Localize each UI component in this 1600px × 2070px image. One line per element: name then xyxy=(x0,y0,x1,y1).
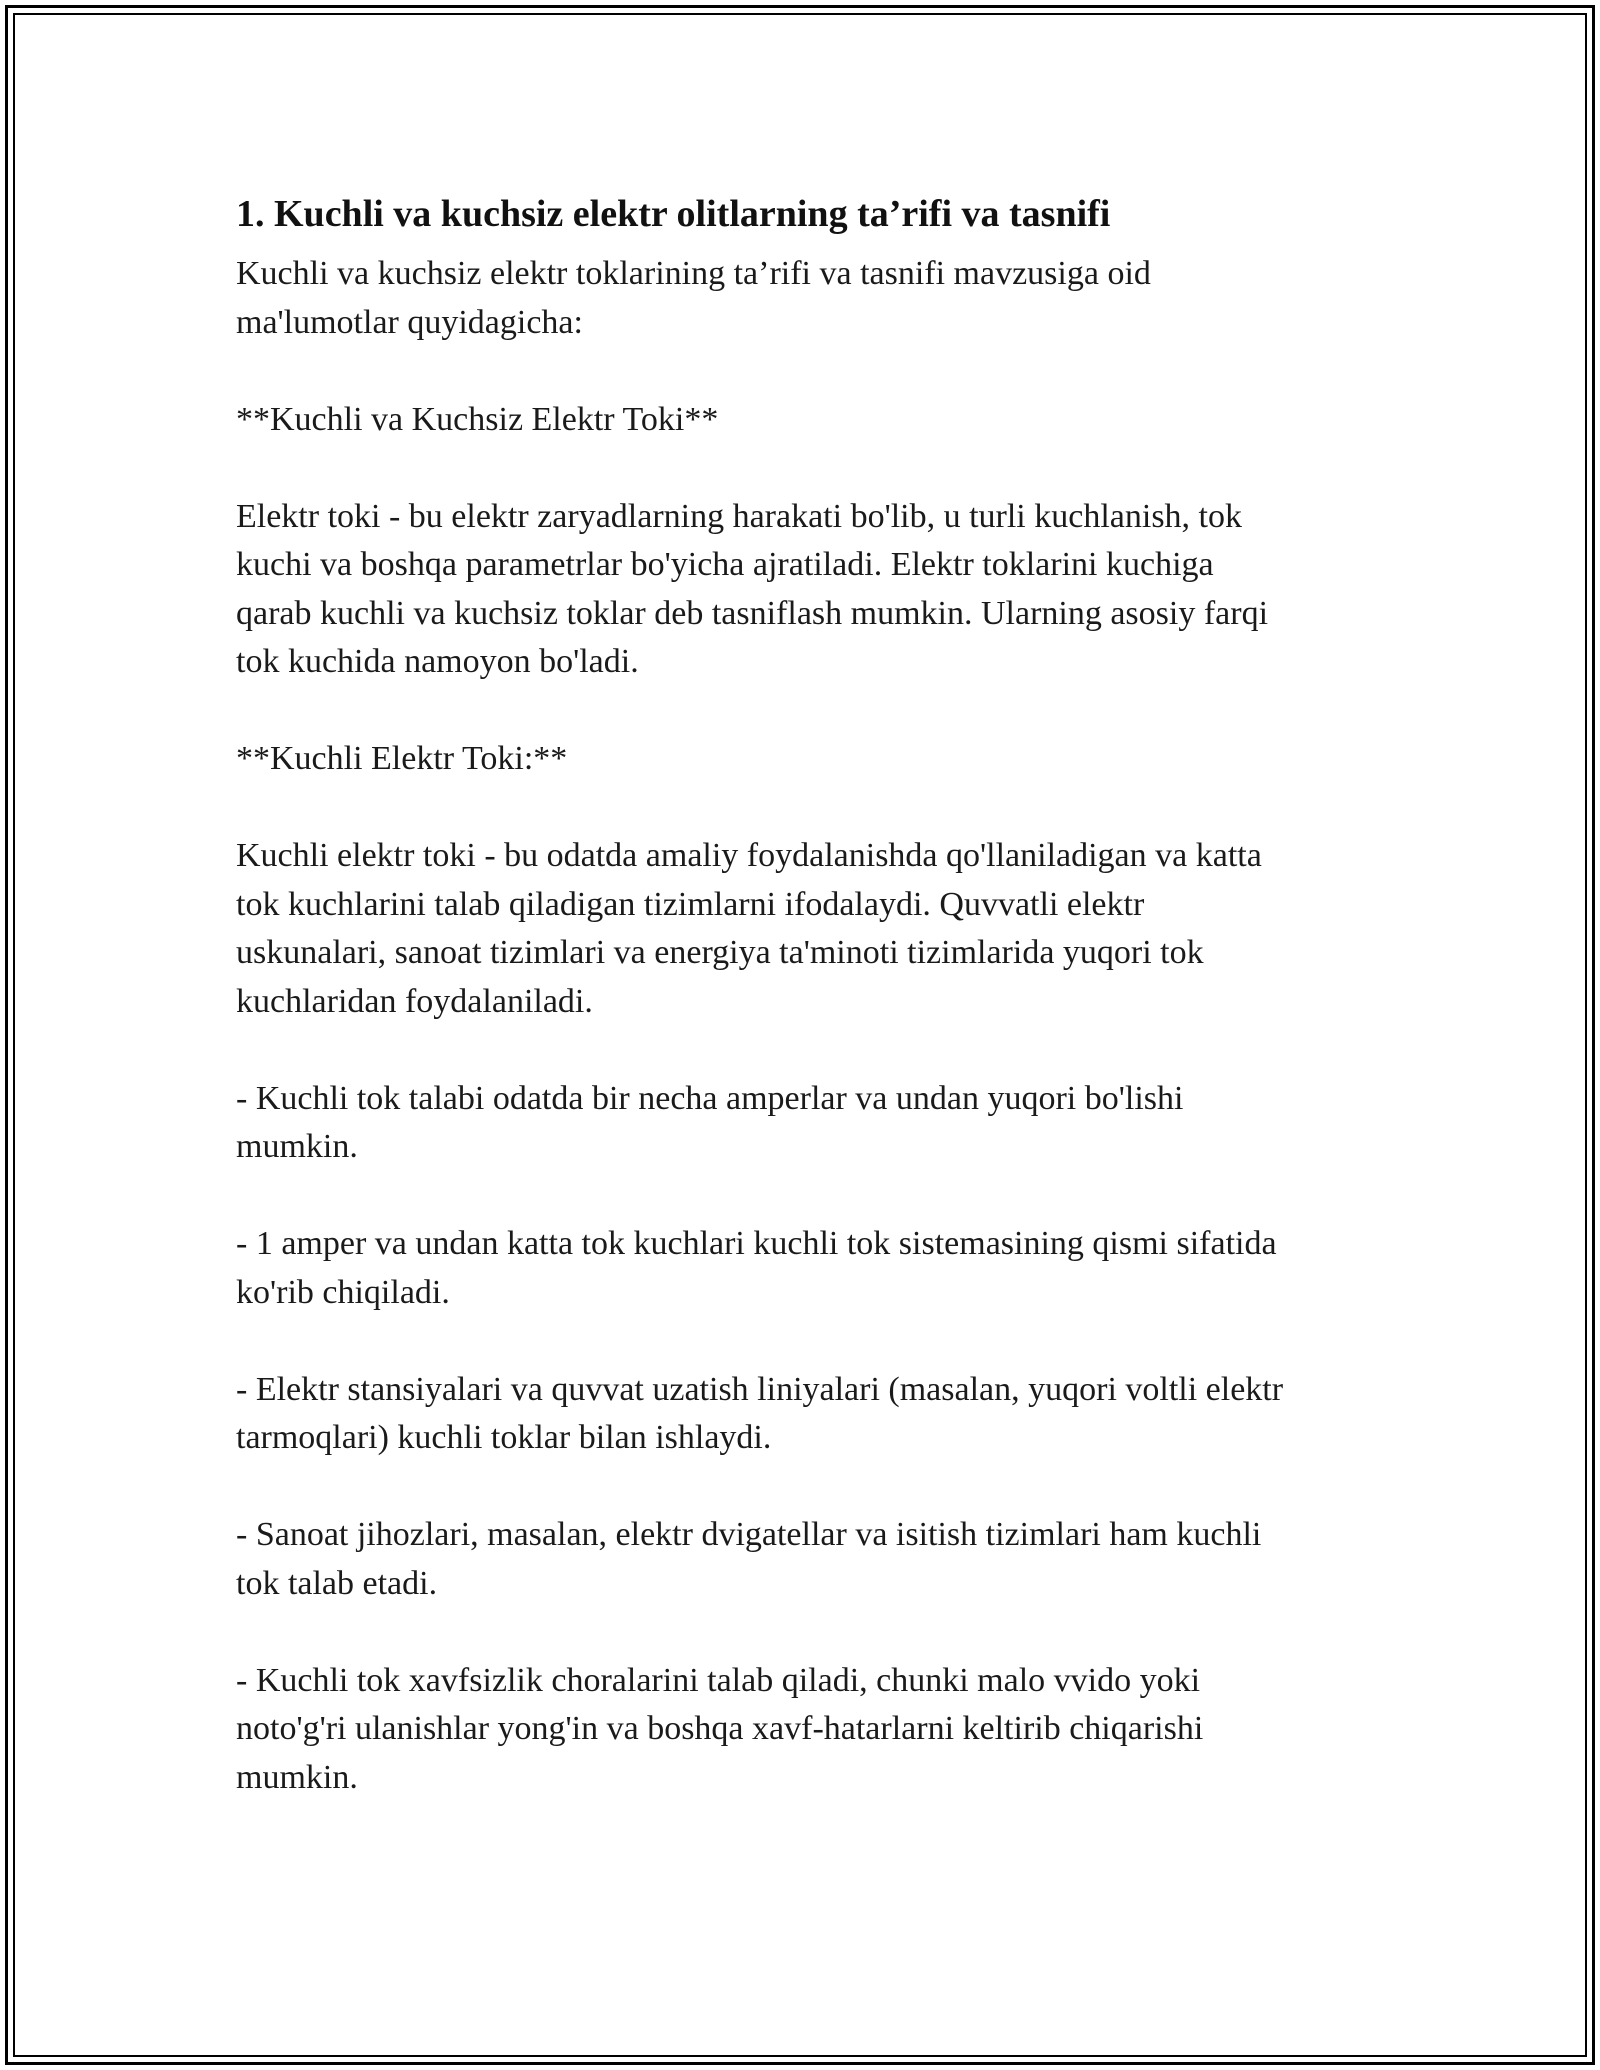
bullet-item: - Kuchli tok talabi odatda bir necha amperlar va undan yuqori bo'lishi mumkin. xyxy=(236,1079,1184,1165)
section-title-kuchli: **Kuchli Elektr Toki:** xyxy=(236,740,568,777)
section-title-kuchli-kuchsiz: **Kuchli va Kuchsiz Elektr Toki** xyxy=(236,400,719,438)
intro-paragraph: Kuchli va kuchsiz elektr toklarining ta’rifi va tasnifi mavzusiga oid ma'lumotlar quyidagicha: xyxy=(236,255,1151,341)
definition-paragraph: Elektr toki - bu elektr zaryadlarning harakati bo'lib, u turli kuchlanish, tok kuchi va boshqa parametrlar bo'yicha ajratiladi. Elektr toklarini kuchiga qarab kuchli va kuchsiz toklar deb tasniflash mumkin. Ularning asosiy farqi tok kuchida namoyon bo'ladi. xyxy=(236,497,1269,680)
bullet-item: - 1 amper va undan katta tok kuchlari kuchli tok sistemasining qismi sifatida ko'rib chiqiladi. xyxy=(236,1225,1277,1311)
bullet-item: - Sanoat jihozlari, masalan, elektr dvigatellar va isitish tizimlari ham kuchli tok talab etadi. xyxy=(236,1516,1262,1602)
bullet-item: - Elektr stansiyalari va quvvat uzatish liniyalari (masalan, yuqori voltli elektr tarmoqlari) kuchli toklar bilan ishlaydi. xyxy=(236,1370,1284,1456)
kuchli-description-paragraph: Kuchli elektr toki - bu odatda amaliy foydalanishda qo'llaniladigan va katta tok kuchlarini talab qiladigan tizimlarni ifodalaydi. Quvvatli elektr uskunalari, sanoat tizimlari va energiya ta'minoti tizimlarida yuqori tok kuchlaridan foydalaniladi. xyxy=(236,837,1262,1020)
document-heading: 1. Kuchli va kuchsiz elektr olitlarning ta’rifi va tasnifi xyxy=(236,193,1111,235)
bullet-item: - Kuchli tok xavfsizlik choralarini talab qiladi, chunki malo vvido yoki noto'g'ri ulanishlar yong'in va boshqa xavf-hatarlarni keltirib chiqarishi mumkin. xyxy=(236,1661,1204,1796)
document-body xyxy=(236,184,1376,1802)
